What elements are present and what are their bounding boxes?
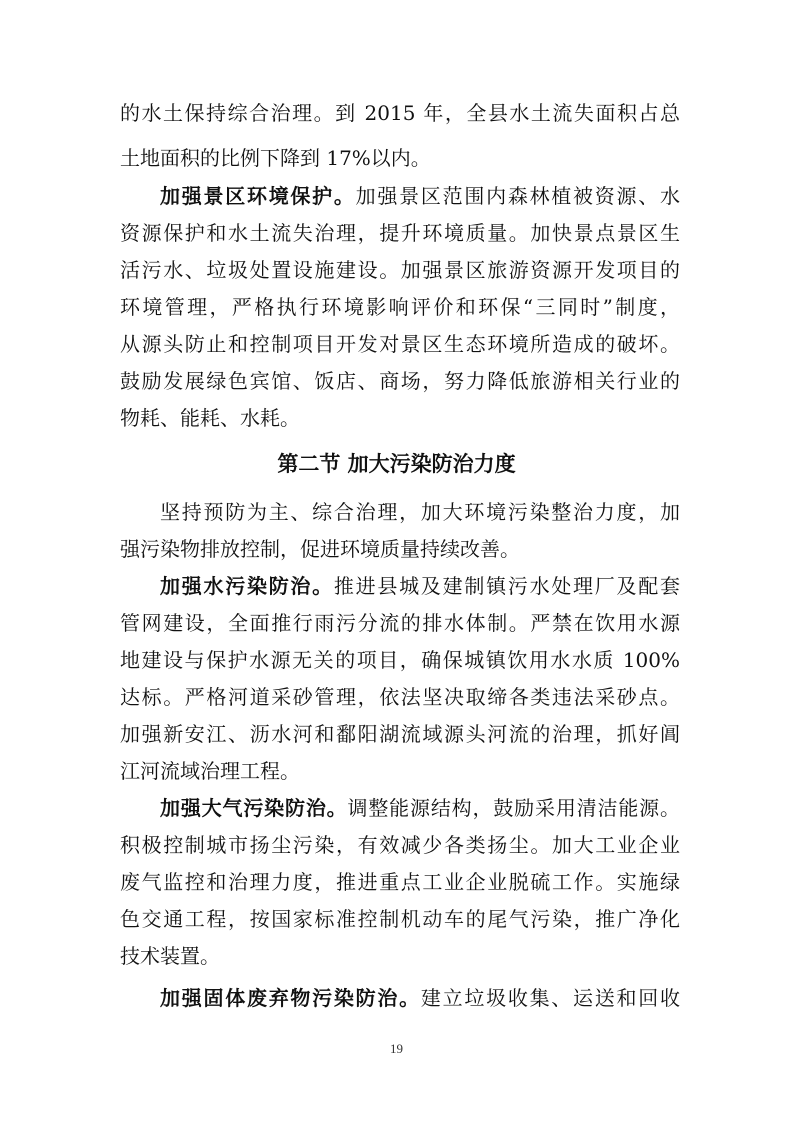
paragraph-text: 调整能源结构，鼓励采用清洁能源。 — [347, 796, 680, 820]
paragraph-first-line — [160, 184, 680, 208]
paragraph-line: 积极控制城市扬尘污染，有效减少各类扬尘。加大工业企业 — [120, 833, 680, 857]
paragraph-line: 管网建设，全面推行雨污分流的排水体制。严禁在饮用水源 — [120, 611, 680, 635]
paragraph-line: 坚持预防为主、综合治理，加大环境污染整治力度，加 — [160, 500, 680, 524]
paragraph-line: 地建设与保护水源无关的项目，确保城镇饮用水水质 100% — [120, 648, 680, 672]
paragraph-lead-heading: 加强大气污染防治。 — [160, 796, 348, 820]
paragraph-first-line — [160, 986, 680, 1010]
paragraph-text: 建立垃圾收集、运送和回收 — [420, 986, 681, 1010]
paragraph-line: 从源头防止和控制项目开发对景区生态环境所造成的破坏。 — [120, 332, 680, 356]
paragraph-line: 土地面积的比例下降到 17%以内。 — [120, 146, 431, 170]
paragraph-line: 废气监控和治理力度，推进重点工业企业脱硫工作。实施绿 — [120, 870, 680, 894]
paragraph-line: 的水土保持综合治理。到 2015 年，全县水土流失面积占总 — [120, 101, 680, 125]
paragraph-line: 资源保护和水土流失治理，提升环境质量。加快景点景区生 — [120, 221, 680, 245]
paragraph-line: 达标。严格河道采砂管理，依法坚决取缔各类违法采砂点。 — [120, 685, 680, 709]
paragraph-line: 鼓励发展绿色宾馆、饭店、商场，努力降低旅游相关行业的 — [120, 369, 680, 393]
paragraph-line: 色交通工程，按国家标准控制机动车的尾气污染，推广净化 — [120, 907, 680, 931]
paragraph-line: 技术装置。 — [120, 944, 220, 968]
paragraph-text: 推进县城及建制镇污水处理厂及配套 — [333, 574, 681, 598]
paragraph-lead-heading: 加强固体废弃物污染防治。 — [160, 986, 421, 1010]
page-number: 19 — [390, 1041, 403, 1056]
paragraph-line: 物耗、能耗、水耗。 — [120, 406, 300, 430]
paragraph-line: 强污染物排放控制，促进环境质量持续改善。 — [120, 537, 520, 561]
paragraph-line: 活污水、垃圾处置设施建设。加强景区旅游资源开发项目的 — [120, 258, 680, 282]
paragraph-first-line — [160, 574, 680, 598]
section-heading: 第二节 加大污染防治力度 — [277, 452, 516, 476]
paragraph-text: 加强景区范围内森林植被资源、水 — [355, 184, 681, 208]
paragraph-lead-heading: 加强水污染防治。 — [160, 574, 334, 598]
paragraph-line: 环境管理，严格执行环境影响评价和环保“三同时”制度， — [120, 295, 680, 319]
paragraph-line: 加强新安江、沥水河和鄱阳湖流域源头河流的治理，抓好阊 — [120, 722, 680, 746]
paragraph-line: 江河流域治理工程。 — [120, 759, 300, 783]
paragraph-lead-heading: 加强景区环境保护。 — [160, 184, 356, 208]
paragraph-first-line — [160, 796, 680, 820]
